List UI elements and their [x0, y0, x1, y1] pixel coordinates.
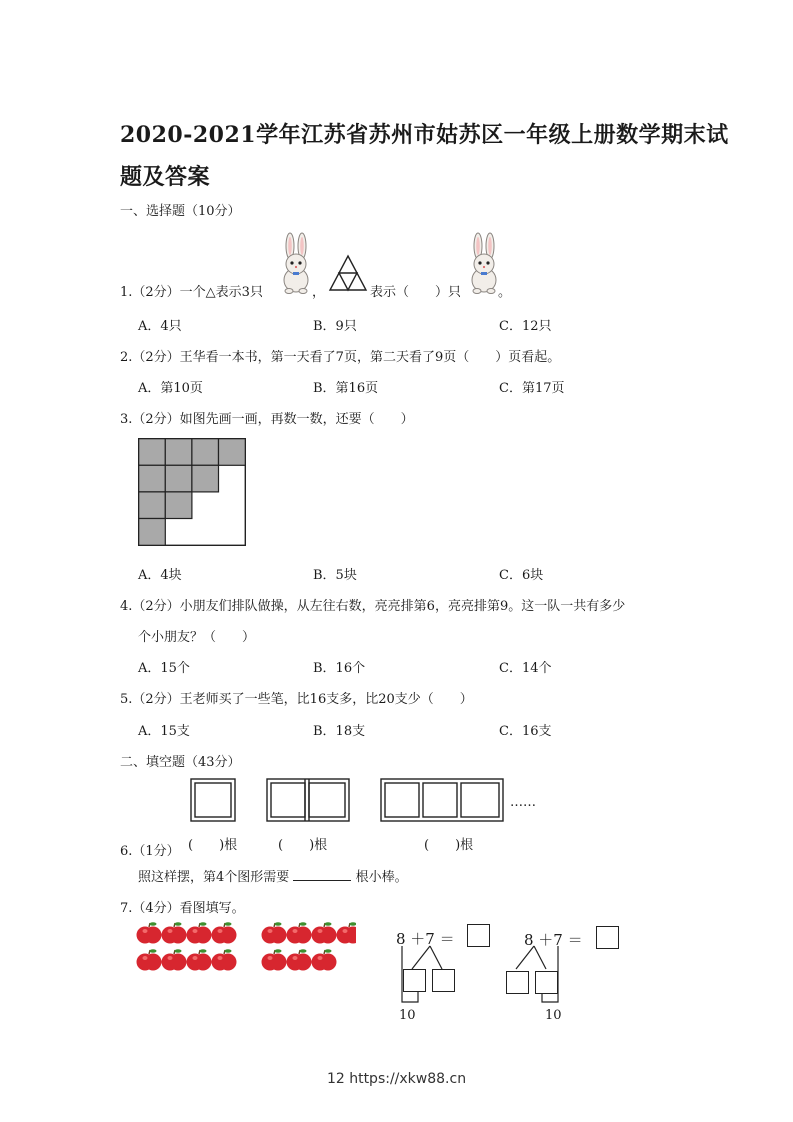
q1-text-part-b: 表示（ ）只 [370, 285, 462, 300]
q7-split-box-2a[interactable] [506, 971, 529, 994]
q7-equation-2: 8 ＋7 ＝ [524, 931, 583, 949]
q7-split-box-2b[interactable] [535, 971, 558, 994]
q6-line2-suffix: 根小棒。 [355, 870, 408, 885]
rabbit-icon [278, 232, 314, 294]
q6-label-1: ( )根 [188, 838, 238, 853]
q2-text: 2.（2分）王华看一本书，第一天看了7页，第二天看了9页（ ）页看起。 [120, 350, 561, 365]
q7-ten-1: 10 [399, 1008, 416, 1023]
page-title-line1: 2020-2021学年江苏省苏州市姑苏区一年级上册数学期末试 [120, 122, 729, 148]
q6-number: 6.（1分） [120, 844, 180, 859]
q5-option-c: C．16支 [499, 724, 552, 739]
rabbit-icon [466, 232, 502, 294]
page-footer: 12 https://xkw88.cn [326, 1071, 467, 1087]
tile-square-figure [138, 438, 246, 546]
q6-label-3: ( )根 [424, 838, 474, 853]
q7-equation-1: 8 ＋7 ＝ [396, 930, 455, 948]
q6-ellipsis: …… [510, 795, 536, 810]
q1-option-a: A．4只 [138, 319, 182, 334]
q6-line2-prefix: 照这样摆，第4个图形需要 [138, 870, 290, 885]
stick-square-figures [188, 776, 548, 826]
q7-split-box-1a[interactable] [403, 969, 426, 992]
q2-option-a: A．第10页 [138, 381, 203, 396]
q6-line2 [138, 866, 408, 885]
q3-option-c: C．6块 [499, 568, 544, 583]
q4-option-c: C．14个 [499, 661, 552, 676]
q4-option-b: B．16个 [313, 661, 366, 676]
q4-text-line2: 个小朋友？（ ） [138, 630, 256, 645]
q4-option-a: A．15个 [138, 661, 190, 676]
q2-option-b: B．第16页 [313, 381, 379, 396]
q1-option-c: C．12只 [499, 319, 552, 334]
q7-text: 7.（4分）看图填写。 [120, 901, 245, 916]
apples-figure [136, 920, 356, 976]
q3-option-b: B．5块 [313, 568, 357, 583]
section-heading-fill: 二、填空题（43分） [120, 755, 241, 770]
q2-option-c: C．第17页 [499, 381, 565, 396]
q1-text-part-a: 1.（2分）一个△表示3只 [120, 285, 263, 300]
q3-option-a: A．4块 [138, 568, 182, 583]
q7-split-box-1b[interactable] [432, 969, 455, 992]
q5-option-a: A．15支 [138, 724, 190, 739]
q6-label-2: ( )根 [278, 838, 328, 853]
q1-option-b: B．9只 [313, 319, 357, 334]
q1-comma: ， [312, 285, 326, 300]
q7-answer-box-2[interactable] [596, 926, 619, 949]
q6-answer-blank[interactable] [293, 868, 351, 881]
q5-text: 5.（2分）王老师买了一些笔，比16支多，比20支少（ ） [120, 692, 473, 707]
q1-end: 。 [498, 285, 512, 300]
section-heading-choice: 一、选择题（10分） [120, 204, 241, 219]
page-title-line2: 题及答案 [120, 164, 211, 190]
q7-ten-2: 10 [545, 1008, 562, 1023]
q3-text: 3.（2分）如图先画一画，再数一数，还要（ ） [120, 412, 414, 427]
q4-text-line1: 4.（2分）小朋友们排队做操，从左往右数，亮亮排第6，亮亮排第9。这一队一共有多少 [120, 599, 626, 614]
q5-option-b: B．18支 [313, 724, 366, 739]
q7-answer-box-1[interactable] [467, 924, 490, 947]
triangle-figure-icon [328, 254, 368, 294]
